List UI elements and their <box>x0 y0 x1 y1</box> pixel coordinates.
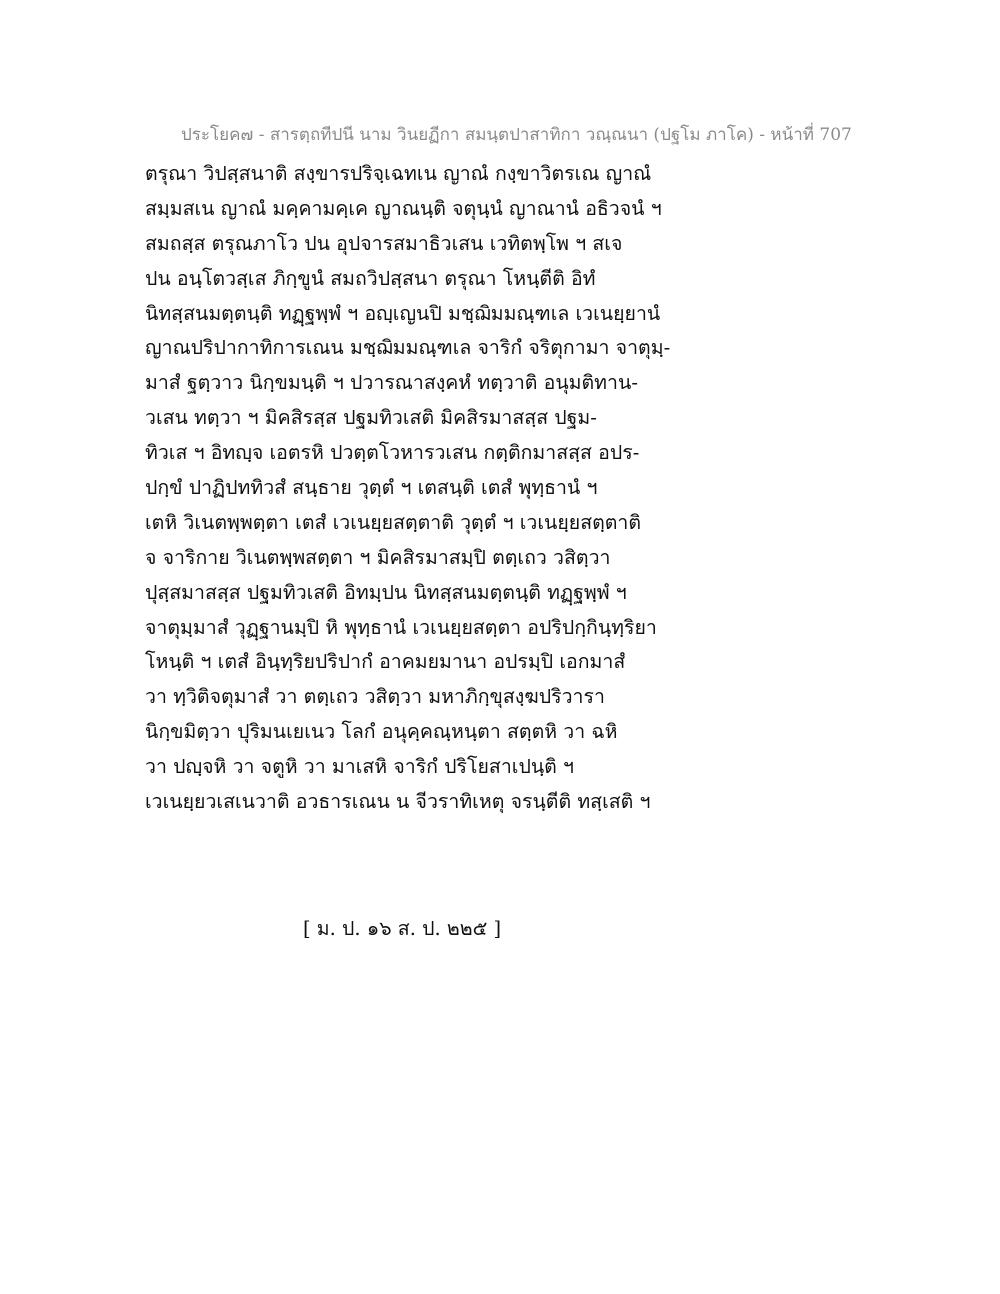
text-line: นิทสฺสนมตฺตนฺติ ทฏฺฐพฺพํ ฯ อญฺเญนปิ มชฺฌิมมณฺฑเล เวเนยฺยานํ <box>145 301 661 325</box>
text-line: สมถสฺส ตรุณภาโว ปน อุปจารสมาธิวเสน เวทิตพฺโพ ฯ สเจ <box>145 231 623 255</box>
page-reference: [ ม. ป. ๑๖ ส. ป. ๒๒๕ ] <box>303 917 502 940</box>
body-text <box>145 157 705 820</box>
text-line: ปุสฺสมาสสฺส ปฐมทิวเสติ อิทมฺปน นิทสฺสนมตฺตนฺติ ทฏฺฐพฺพํ ฯ <box>145 580 627 604</box>
text-line: ตรุณา วิปสฺสนาติ สงฺขารปริจฺเฉทเน ญาณํ กงฺขาวิตรเณ ญาณํ <box>145 162 652 185</box>
text-line: วา ปญฺจหิ วา จตูหิ วา มาเสหิ จาริกํ ปริโยสาเปนฺติ ฯ <box>145 755 574 779</box>
text-line: มาสํ ฐตฺวาว นิกฺขมนฺติ ฯ ปวารณาสงฺคหํ ทตฺวาติ อนุมติทาน- <box>145 371 638 395</box>
text-line: ปกฺขํ ปาฏิปททิวสํ สนฺธาย วุตฺตํ ฯ เตสนฺติ เตสํ พุทฺธานํ ฯ <box>145 476 598 500</box>
text-line: วา ทฺวิติจตุมาสํ วา ตตฺเถว วสิตฺวา มหาภิกฺขุสงฺฆปริวารา <box>145 685 605 709</box>
text-line: เตหิ วิเนตพฺพตฺตา เตสํ เวเนยฺยสตฺตาติ วุตฺตํ ฯ เวเนยฺยสตฺตาติ <box>145 510 642 534</box>
page-header: ประโยค๗ - สารตฺถทีปนี นาม วินยฏีกา สมนฺตปาสาทิกา วณฺณนา (ปฐโม ภาโค) - หน้าที่ 707 <box>181 125 852 145</box>
text-line: วเสน ทตฺวา ฯ มิคสิรสฺส ปฐมทิวเสติ มิคสิรมาสสฺส ปฐม- <box>145 406 597 430</box>
text-line: นิกฺขมิตฺวา ปุริมนเยเนว โลกํ อนุคฺคณฺหนฺตา สตฺตหิ วา ฉหิ <box>145 720 618 744</box>
text-line: ปน อนฺโตวสฺเส ภิกฺขูนํ สมถวิปสฺสนา ตรุณา โหนฺตีติ อิทํ <box>145 266 596 290</box>
text-line: จาตุมฺมาสํ วุฏฺฐานมฺปิ หิ พุทฺธานํ เวเนยฺยสตฺตา อปริปกฺกินฺทฺริยา <box>145 615 657 639</box>
text-line: โหนฺติ ฯ เตสํ อินฺทฺริยปริปากํ อาคมยมานา อปรมฺปิ เอกมาสํ <box>145 650 626 674</box>
text-line: จ จาริกาย วิเนตพฺพสตฺตา ฯ มิคสิรมาสมฺปิ ตตฺเถว วสิตฺวา <box>145 545 611 569</box>
text-line: ญาณปริปากาทิการเณน มชฺฌิมมณฺฑเล จาริกํ จริตุกามา จาตุมฺ- <box>145 336 671 360</box>
text-line: เวเนยฺยวเสเนวาติ อวธารเณน น จีวราทิเหตุ จรนฺตีติ ทสฺเสติ ฯ <box>145 790 651 814</box>
text-line: ทิวเส ฯ อิทญฺจ เอตรหิ ปวตฺตโวหารวเสน กตฺติกมาสสฺส อปร- <box>145 441 640 465</box>
text-line: สมฺมสเน ญาณํ มคฺคามคฺเค ญาณนฺติ จตุนฺนํ ญาณานํ อธิวจนํ ฯ <box>145 196 662 220</box>
